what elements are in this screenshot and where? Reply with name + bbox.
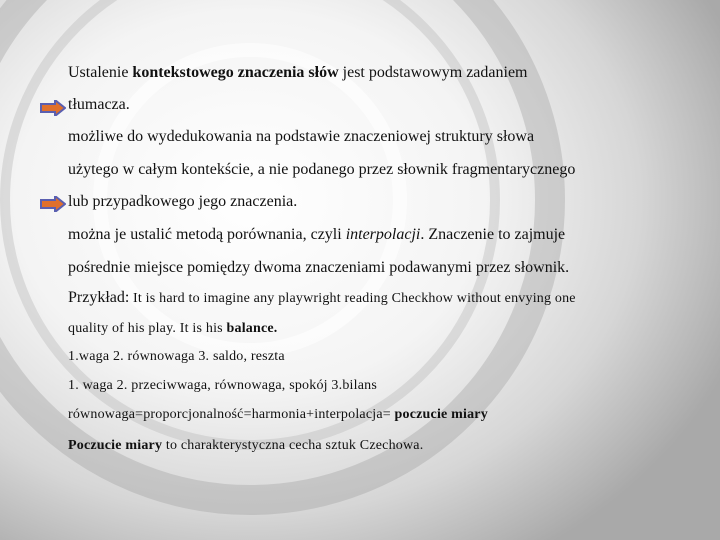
text-segment: można je ustalić metodą porównania, czyli — [68, 226, 346, 243]
text-line-1 — [68, 64, 527, 82]
example-sentence: It is hard to imagine any playwright reading Checkhow without envying one — [129, 291, 576, 306]
text-line-6 — [68, 226, 565, 244]
arrow-bullet-icon — [40, 100, 66, 116]
text-segment: quality of his play. It is his — [68, 321, 227, 336]
example-label: Przykład: — [68, 289, 130, 306]
text-segment: jest podstawowym zadaniem — [338, 64, 528, 81]
text-line-10: 1.waga 2. równowaga 3. saldo, reszta — [68, 349, 285, 364]
emphasis-text: poczucie miary — [394, 407, 488, 422]
text-line-8 — [68, 289, 576, 307]
text-line-12 — [68, 407, 488, 423]
text-line-13 — [68, 438, 423, 454]
text-segment: . Znaczenie to zajmuje — [420, 226, 566, 243]
text-line-11: 1. waga 2. przeciwwaga, równowaga, spokój 3.bilans — [68, 378, 377, 393]
text-segment: to charakterystyczna cecha sztuk Czechowa. — [162, 438, 424, 453]
text-line-4: użytego w całym kontekście, a nie podanego przez słownik fragmentarycznego — [68, 161, 576, 178]
emphasis-text: kontekstowego znaczenia słów — [132, 64, 339, 81]
text-segment: Ustalenie — [68, 64, 133, 81]
text-line-5: lub przypadkowego jego znaczenia. — [68, 193, 298, 210]
arrow-bullet-icon — [40, 196, 66, 212]
text-segment: równowaga=proporcjonalność=harmonia+interpolacja= — [68, 407, 395, 422]
text-line-3: możliwe do wydedukowania na podstawie znaczeniowej struktury słowa — [68, 128, 535, 145]
text-line-9 — [68, 321, 278, 337]
emphasis-text: Poczucie miary — [68, 438, 163, 453]
emphasis-text: balance. — [226, 321, 278, 336]
italic-term: interpolacji — [345, 226, 421, 243]
text-line-2: tłumacza. — [68, 96, 130, 113]
text-line-7: pośrednie miejsce pomiędzy dwoma znaczeniami podawanymi przez słownik. — [68, 259, 570, 276]
